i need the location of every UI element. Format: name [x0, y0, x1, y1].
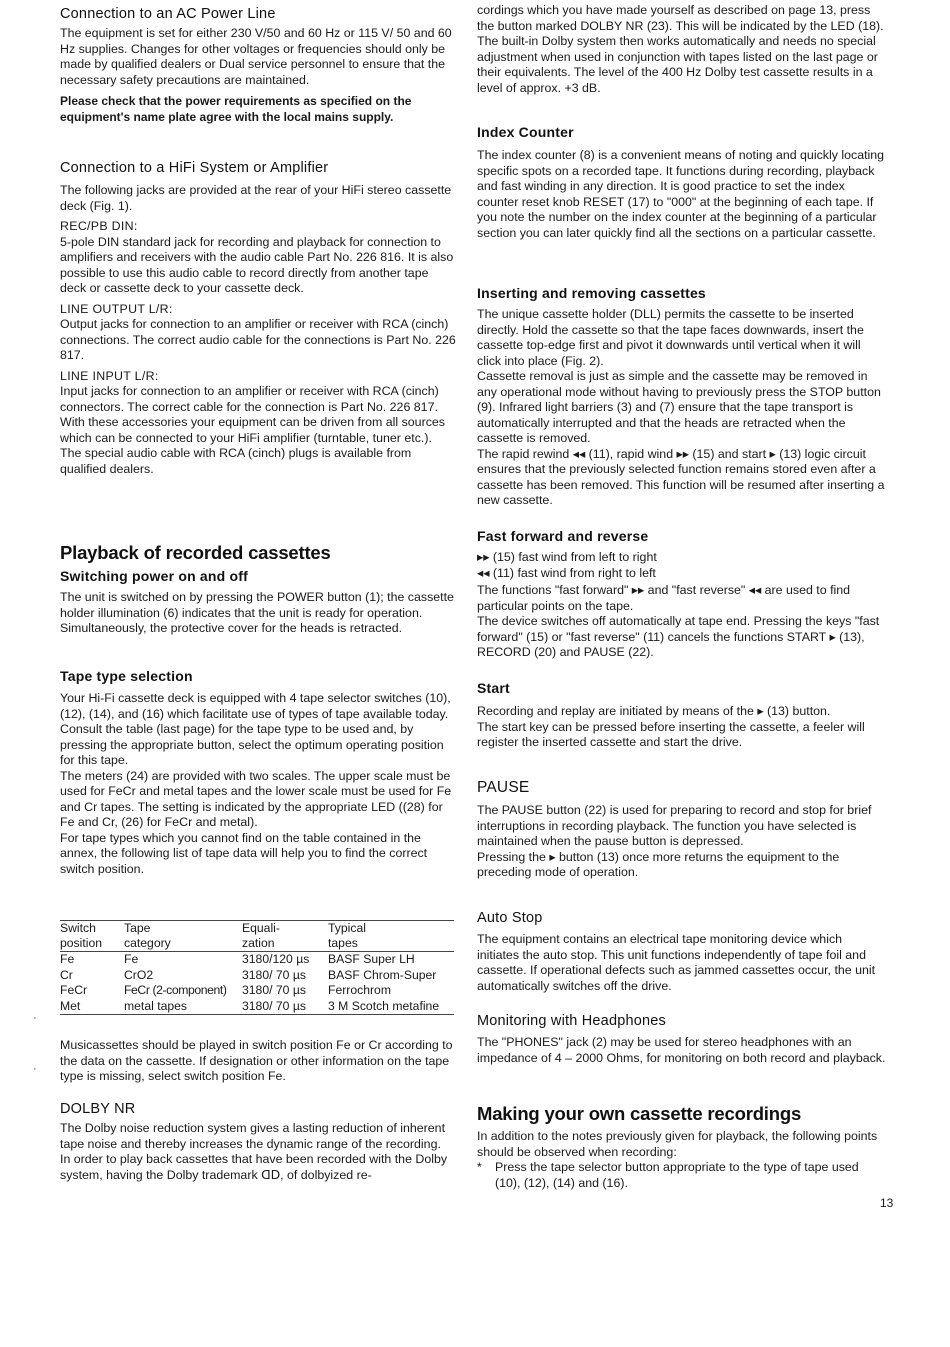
- subheading-power: Switching power on and off: [60, 568, 248, 584]
- label-line-input: LINE INPUT L/R:: [60, 368, 159, 383]
- paragraph: Musicassettes should be played in switch position Fe or Cr according to the data on the cassette. If designation or other information on the tape type is missing, select switch position Fe.: [60, 1038, 453, 1083]
- table-row: [60, 952, 454, 968]
- table-header-row: [60, 921, 454, 952]
- section-dolby: [60, 1101, 458, 1183]
- heading-index-counter: Index Counter: [477, 124, 574, 140]
- table-cell: Ferrochrom: [328, 983, 391, 997]
- heading-hifi-connection: Connection to a HiFi System or Amplifier: [60, 160, 329, 176]
- col-header-typical: Typical tapes: [328, 921, 366, 950]
- heading-making-recordings: Making your own cassette recordings: [477, 1103, 802, 1124]
- paragraph: The unit is switched on by pressing the POWER button (1); the cassette holder illumination (6) indicates that the unit is ready for operation. Simultaneously, the protective cover for the heads is retracted.: [60, 590, 454, 635]
- paragraph: The index counter (8) is a convenient means of noting and quickly locating specific spots on a recorded tape. It functions during recording, playback and fast winding in any direction. It is good practice to set the index counter reset knob RESET (17) to "000" at the beginning of each tape. If you note the number on the index counter at the beginning of a particular section you can later quickly find all the sections on a particular cassette.: [477, 148, 885, 240]
- list-item: ▸▸ (15) fast wind from left to right: [477, 550, 657, 564]
- table-cell: 3 M Scotch metafine: [328, 998, 440, 1013]
- dolby-continuation: [477, 3, 887, 96]
- col-header-switch: Switch position: [60, 921, 103, 950]
- section-start: [477, 680, 887, 751]
- heading-dolby: DOLBY NR: [60, 1101, 136, 1117]
- paragraph: The equipment contains an electrical tape monitoring device which initiates the auto stop. This unit functions independently of tape foil and cassette. If operational defects such as jammed cassettes occur, the unit automatically switches off the drive.: [477, 932, 876, 993]
- table-row: [60, 968, 454, 984]
- table-row: [60, 983, 454, 999]
- margin-mark: ·: [33, 1012, 37, 1024]
- paragraph: The rapid rewind ◂◂ (11), rapid wind ▸▸ (15) and start ▸ (13) logic circuit ensures that the previously selected function remains stored even after a cassette has been removed. This function will be resumed after inserting a new cassette.: [477, 446, 885, 507]
- table-cell: metal tapes: [124, 998, 188, 1013]
- table-cell: 3180/ 70 µs: [242, 998, 306, 1013]
- paragraph: The PAUSE button (22) is used for preparing to record and stop for brief interruptions in recording playback. The function you have selected is maintained when the pause button is depressed.: [477, 803, 872, 848]
- warning-paragraph: Please check that the power requirements as specified on the equipment's name plate agree with the local mains supply.: [60, 94, 412, 124]
- section-playback: [60, 542, 458, 637]
- tape-data-table-wrap: [60, 920, 458, 1015]
- paragraph: The equipment is set for either 230 V/50 and 60 Hz or 115 V/ 50 and 60 Hz supplies. Changes for other voltages or frequencies should only be made by qualified dealers or Dual service personnel to ensure that the necessary safety precautions are maintained.: [60, 26, 452, 87]
- heading-fast-forward: Fast forward and reverse: [477, 528, 649, 544]
- table-cell: Fe: [124, 952, 139, 966]
- tape-data-table: [60, 920, 454, 1015]
- paragraph: The following jacks are provided at the rear of your HiFi stereo cassette deck (Fig. 1).: [60, 183, 452, 213]
- label-line-output: LINE OUTPUT L/R:: [60, 301, 173, 316]
- paragraph: With these accessories your equipment can be driven from all sources which can be connected to your HiFi amplifier (turntable, tuner etc.).: [60, 415, 445, 445]
- heading-pause: PAUSE: [477, 779, 530, 796]
- heading-headphones: Monitoring with Headphones: [477, 1013, 666, 1029]
- table-cell: Cr: [60, 967, 73, 982]
- section-index-counter: [477, 124, 887, 241]
- heading-ac-power: Connection to an AC Power Line: [60, 6, 276, 22]
- list-item: ◂◂ (11) fast wind from right to left: [477, 565, 656, 580]
- bullet-asterisk: *: [477, 1160, 482, 1174]
- paragraph: cordings which you have made yourself as described on page 13, press the button marked DOLBY NR (23). This will be indicated by the LED (18). The built-in Dolby system then works automatically and needs no special adjustment when used in conjunction with tapes listed on the last page or their equivalents. The level of the 400 Hz Dolby test cassette results in a level of approx. +3 dB.: [477, 3, 884, 95]
- paragraph: The meters (24) are provided with two scales. The upper scale must be used for FeCr and metal tapes and the lower scale must be used for Fe and Cr tapes. The setting is indicated by the appropriate LED ((28) for Fe and Cr, (26) for FeCr and metal).: [60, 768, 452, 829]
- paragraph: In addition to the notes previously given for playback, the following points should be observed when recording:: [477, 1129, 878, 1159]
- paragraph: For tape types which you cannot find on the table contained in the annex, the following list of tape data will help you to find the correct switch position.: [60, 830, 428, 876]
- table-cell: Met: [60, 998, 81, 1013]
- paragraph: Consult the table (last page) for the tape type to be used and, by pressing the appropriate button, select the optimum operating position for this tape.: [60, 722, 444, 767]
- paragraph: Pressing the ▸ button (13) once more returns the equipment to the preceding mode of operation.: [477, 849, 840, 879]
- margin-mark: ·: [33, 1063, 37, 1075]
- heading-auto-stop: Auto Stop: [477, 910, 543, 926]
- paragraph: The special audio cable with RCA (cinch) plugs is available from qualified dealers.: [60, 446, 412, 476]
- table-cell: 3180/120 µs: [242, 952, 310, 966]
- heading-inserting: Inserting and removing cassettes: [477, 285, 706, 301]
- section-hifi-connection: [60, 160, 458, 477]
- section-inserting: [477, 285, 887, 509]
- paragraph: 5-pole DIN standard jack for recording and playback for connection to amplifiers and receivers with the audio cable Part No. 226 816. It is also possible to use this audio cable to record directly from another tape deck or cassette deck to your cassette deck.: [60, 234, 454, 295]
- paragraph: Input jacks for connection to an amplifier or receiver with RCA (cinch) connectors. The correct cable for the connection is Part No. 226 817.: [60, 384, 439, 414]
- table-cell: 3180/ 70 µs: [242, 983, 306, 997]
- col-header-equalization: Equali- zation: [242, 921, 280, 950]
- paragraph: In order to play back cassettes that have been recorded with the Dolby system, having the Dolby trademark ᗡᗞ, of dolbyized re-: [60, 1152, 448, 1182]
- heading-start: Start: [477, 680, 510, 696]
- paragraph: The unique cassette holder (DLL) permits the cassette to be inserted directly. Hold the cassette so that the tape faces downwards, insert the cassette top-edge first and pivot it downwards until vertical when it will click into place (Fig. 2).: [477, 307, 864, 368]
- table-cell: Fe: [60, 952, 75, 966]
- section-ac-power: [60, 6, 458, 125]
- section-making-recordings: [477, 1103, 887, 1191]
- paragraph: The functions "fast forward" ▸▸ and "fast reverse" ◂◂ are used to find particular points on the tape.: [477, 583, 851, 613]
- page-number: 13: [880, 1196, 894, 1210]
- section-pause: [477, 779, 887, 881]
- table-cell: FeCr (2-component): [124, 983, 227, 997]
- table-cell: 3180/ 70 µs: [242, 967, 306, 982]
- paragraph: The "PHONES" jack (2) may be used for stereo headphones with an impedance of 4 – 2000 Ohms, for monitoring on both record and playback.: [477, 1035, 886, 1065]
- paragraph: Output jacks for connection to an amplifier or receiver with RCA (cinch) connections. The correct audio cable for the connections is Part No. 226 817.: [60, 317, 456, 362]
- table-cell: BASF Super LH: [328, 952, 415, 966]
- heading-playback: Playback of recorded cassettes: [60, 542, 331, 563]
- bullet-item: [477, 1160, 887, 1191]
- section-tape-type: [60, 668, 458, 877]
- paragraph: The start key can be pressed before inserting the cassette, a feeler will register the inserted cassette and start the drive.: [477, 719, 865, 749]
- table-cell: FeCr: [60, 983, 88, 997]
- label-rec-pb-din: REC/PB DIN:: [60, 219, 138, 233]
- table-cell: CrO2: [124, 967, 154, 982]
- bullet-text: Press the tape selector button appropriate to the type of tape used (10), (12), (14) and (16).: [495, 1160, 859, 1190]
- table-cell: BASF Chrom-Super: [328, 967, 437, 982]
- musicassettes-note: [60, 1038, 458, 1085]
- section-fast-forward: [477, 528, 887, 661]
- col-header-tape: Tape category: [124, 921, 171, 950]
- paragraph: The Dolby noise reduction system gives a lasting reduction of inherent tape noise and thereby increases the dynamic range of the recording.: [60, 1121, 446, 1151]
- paragraph: Your Hi-Fi cassette deck is equipped with 4 tape selector switches (10), (12), (14), and (16) which facilitate use of types of tape available today.: [60, 691, 451, 721]
- paragraph: The device switches off automatically at tape end. Pressing the keys "fast forward" (15) or "fast reverse" (11) cancels the functions START ▸ (13), RECORD (20) and PAUSE (22).: [477, 614, 880, 659]
- paragraph: Recording and replay are initiated by means of the ▸ (13) button.: [477, 704, 831, 718]
- heading-tape-type: Tape type selection: [60, 668, 193, 684]
- table-row: [60, 999, 454, 1015]
- paragraph: Cassette removal is just as simple and the cassette may be removed in any operational mode without having to previously press the STOP button (9). Infrared light barriers (3) and (7) ensure that the tape transport is automatically interrupted and that the heads are retracted when the cassette is removed.: [477, 369, 881, 445]
- section-headphones: [477, 1013, 887, 1066]
- section-auto-stop: [477, 910, 887, 994]
